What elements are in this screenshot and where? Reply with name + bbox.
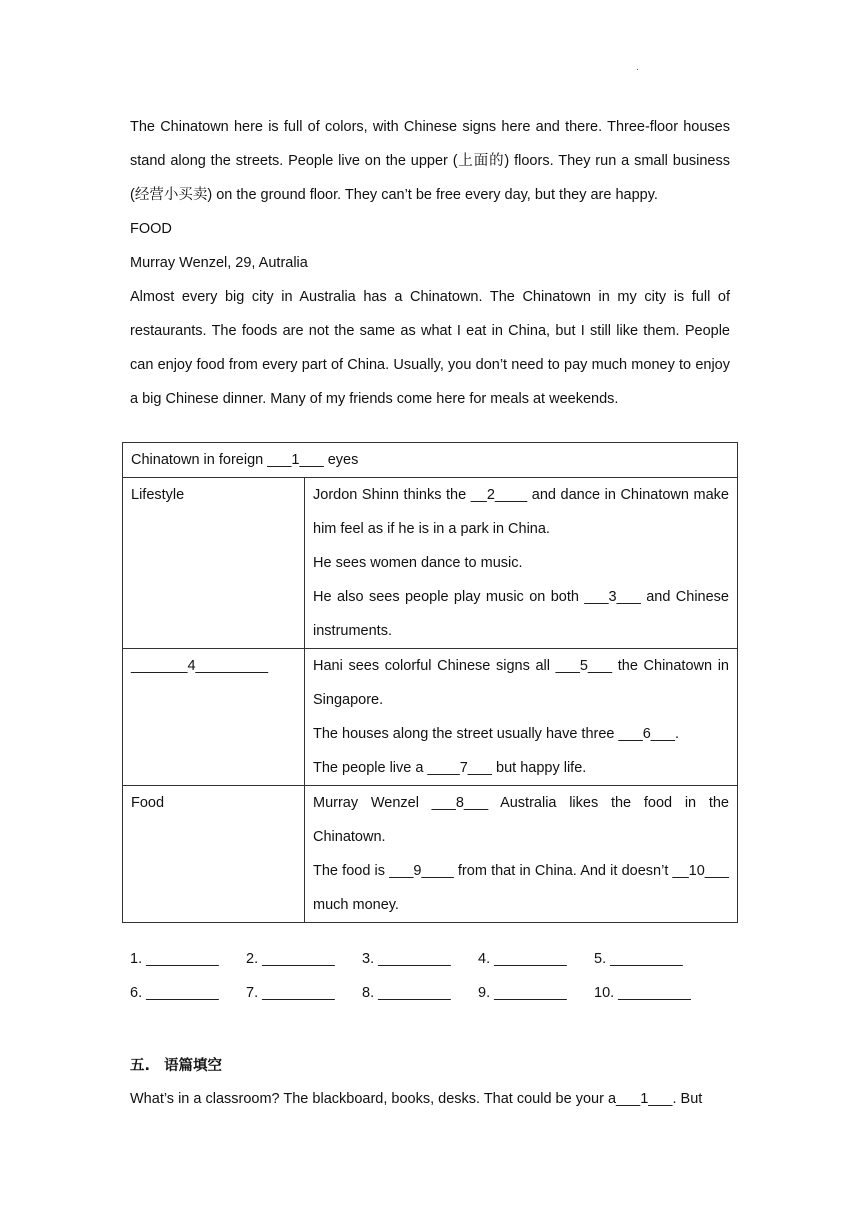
answer-blank-1[interactable]: 1. _________ — [130, 951, 219, 967]
table-row — [123, 649, 738, 786]
food-heading: FOOD — [130, 221, 172, 237]
intro-chinese-1: 上面的 — [457, 153, 505, 169]
intro-chinese-2: 经营小买卖 — [134, 187, 208, 203]
section-title: 语篇填空 — [164, 1058, 223, 1074]
answer-blank-7[interactable]: 7. _________ — [246, 985, 335, 1001]
section-five — [130, 1050, 730, 1116]
intro-text-1: The Chinatown here is full of colors, with Chinese signs here and there. Three-floor houses stand along the streets. People live on the upper ( — [130, 119, 730, 169]
table-row — [123, 786, 738, 923]
row-label-food: Food — [123, 786, 305, 923]
intro-paragraph — [130, 110, 730, 212]
table-title-row — [123, 443, 738, 478]
answer-row-2 — [130, 976, 750, 1010]
row-content-food — [305, 786, 738, 923]
table-title: Chinatown in foreign ___1___ eyes — [123, 443, 738, 478]
row-line: He sees women dance to music. — [313, 555, 523, 571]
summary-table — [122, 442, 738, 923]
answer-blanks — [130, 942, 750, 1010]
section-text: What’s in a classroom? The blackboard, books, desks. That could be your a___1___. But — [130, 1091, 703, 1107]
answer-blank-4[interactable]: 4. _________ — [478, 951, 567, 967]
answer-row-1 — [130, 942, 750, 976]
header-mark: . — [636, 62, 639, 73]
row-line: Murray Wenzel ___8___ Australia likes the food in the Chinatown. — [313, 795, 729, 845]
answer-blank-10[interactable]: 10. _________ — [594, 985, 691, 1001]
answer-blank-3[interactable]: 3. _________ — [362, 951, 451, 967]
answer-blank-2[interactable]: 2. _________ — [246, 951, 335, 967]
row-line: The food is ___9____ from that in China. And it doesn’t __10___ much money. — [313, 863, 729, 913]
section-heading — [130, 1050, 730, 1082]
food-paragraph: Almost every big city in Australia has a Chinatown. The Chinatown in my city is full of restaurants. The foods are not the same as what I eat in China, but I still like them. People can enjoy food from every part of China. Usually, you don’t need to pay much money to enjoy a big Chinese dinner. Many of my friends come here for meals at weekends. — [130, 289, 730, 407]
row-label-blank-4: _______4_________ — [123, 649, 305, 786]
answer-blank-9[interactable]: 9. _________ — [478, 985, 567, 1001]
row-line: He also sees people play music on both ___3___ and Chinese instruments. — [313, 589, 729, 639]
food-author: Murray Wenzel, 29, Autralia — [130, 255, 308, 271]
row-content-lifestyle — [305, 478, 738, 649]
row-line: The houses along the street usually have three ___6___. — [313, 726, 679, 742]
intro-text-2: ) floors. They run a small business ( — [130, 153, 730, 203]
table-row — [123, 478, 738, 649]
answer-blank-5[interactable]: 5. _________ — [594, 951, 683, 967]
section-number: 五. — [130, 1058, 151, 1074]
answer-blank-8[interactable]: 8. _________ — [362, 985, 451, 1001]
row-line: Hani sees colorful Chinese signs all ___5___ the Chinatown in Singapore. — [313, 658, 729, 708]
answer-blank-6[interactable]: 6. _________ — [130, 985, 219, 1001]
row-line: Jordon Shinn thinks the __2____ and dance in Chinatown make him feel as if he is in a park in China. — [313, 487, 729, 537]
reading-passage — [130, 110, 730, 416]
intro-text-3: ) on the ground floor. They can’t be free every day, but they are happy. — [207, 187, 658, 203]
row-line: The people live a ____7___ but happy life. — [313, 760, 587, 776]
row-content-houses — [305, 649, 738, 786]
row-label-lifestyle: Lifestyle — [123, 478, 305, 649]
